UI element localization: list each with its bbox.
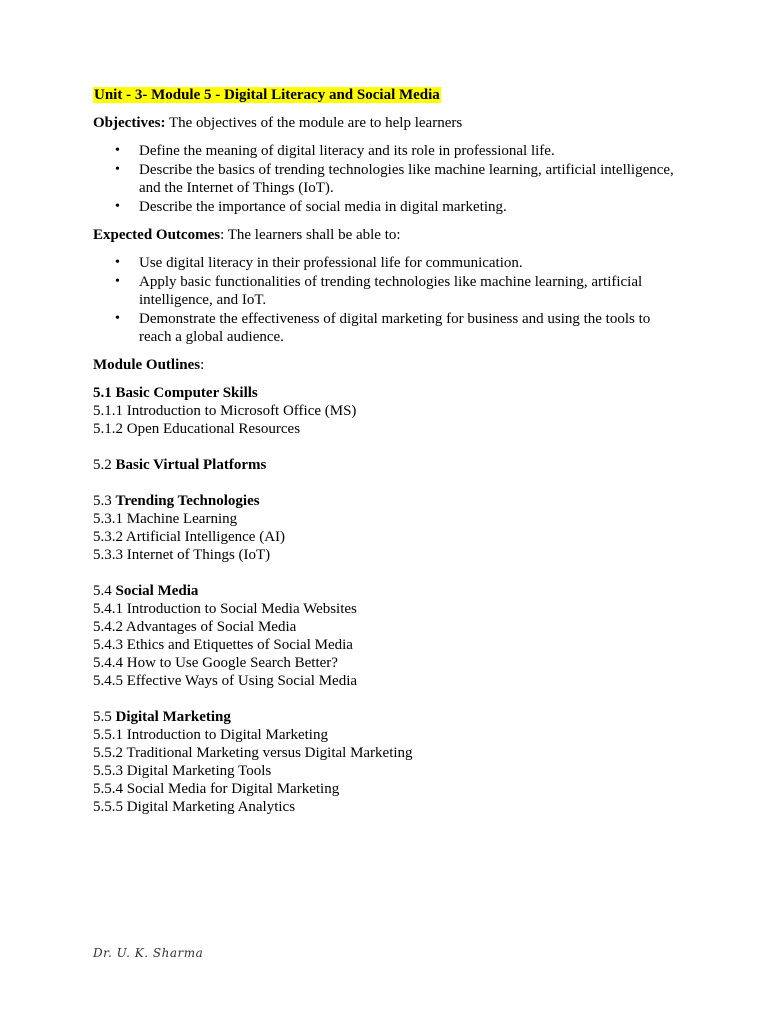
outlines-suffix: : [200, 357, 205, 373]
section-5-3 [93, 492, 683, 564]
outlines-label: Module Outlines [93, 357, 201, 373]
list-item-text: Describe the importance of social media in digital marketing. [139, 199, 507, 215]
outline-item: 5.4.4 How to Use Google Search Better? [93, 655, 338, 671]
section-title: Basic Virtual Platforms [115, 457, 267, 473]
section-5-2 [93, 456, 683, 474]
module-title-line [93, 86, 683, 105]
section-number: 5.1 [93, 385, 116, 401]
section-heading [93, 456, 683, 474]
list-item [93, 161, 683, 197]
list-item [93, 273, 683, 309]
bullet-icon: • [115, 311, 120, 326]
section-heading [93, 708, 683, 726]
bullet-icon: • [115, 274, 120, 289]
list-item-text: Describe the basics of trending technologies like machine learning, artificial intelligence, and the Internet of Things (IoT). [139, 162, 674, 196]
outline-item: 5.1.2 Open Educational Resources [93, 421, 301, 437]
objectives-intro [93, 114, 683, 132]
outline-item: 5.3.2 Artificial Intelligence (AI) [93, 529, 286, 545]
bullet-icon: • [115, 199, 120, 214]
list-item [93, 198, 683, 216]
outline-item: 5.4.1 Introduction to Social Media Websites [93, 601, 357, 617]
section-title: Social Media [115, 583, 199, 599]
list-item [93, 310, 683, 346]
outline-item: 5.4.2 Advantages of Social Media [93, 619, 297, 635]
list-item-text: Define the meaning of digital literacy and its role in professional life. [139, 143, 555, 159]
list-item [93, 142, 683, 160]
outline-item: 5.3.1 Machine Learning [93, 511, 238, 527]
list-item-text: Use digital literacy in their professional life for communication. [139, 255, 523, 271]
bullet-icon: • [115, 143, 120, 158]
section-5-1 [93, 384, 683, 438]
section-title: Trending Technologies [115, 493, 260, 509]
section-5-4 [93, 582, 683, 690]
section-title: Basic Computer Skills [115, 385, 258, 401]
section-number: 5.2 [93, 457, 116, 473]
author-signature: Dr. U. K. Sharma [93, 946, 204, 960]
outline-item: 5.5.5 Digital Marketing Analytics [93, 799, 296, 815]
objectives-label: Objectives: [93, 115, 166, 131]
list-item-text: Apply basic functionalities of trending technologies like machine learning, artificial intelligence, and IoT. [139, 274, 643, 308]
outline-item: 5.1.1 Introduction to Microsoft Office (MS) [93, 403, 357, 419]
section-number: 5.5 [93, 709, 116, 725]
outline-item: 5.5.3 Digital Marketing Tools [93, 763, 272, 779]
outcomes-label: Expected Outcomes [93, 227, 221, 243]
outline-item: 5.5.1 Introduction to Digital Marketing [93, 727, 328, 743]
section-heading [93, 492, 683, 510]
section-heading [93, 582, 683, 600]
document-body [93, 86, 683, 834]
outline-item: 5.4.3 Ethics and Etiquettes of Social Media [93, 637, 353, 653]
bullet-icon: • [115, 162, 120, 177]
section-number: 5.3 [93, 493, 116, 509]
list-item-text: Demonstrate the effectiveness of digital marketing for business and using the tools to reach a global audience. [139, 311, 651, 345]
section-title: Digital Marketing [115, 709, 231, 725]
section-heading [93, 384, 683, 402]
outcomes-list [93, 254, 683, 346]
objectives-list [93, 142, 683, 216]
bullet-icon: • [115, 255, 120, 270]
outlines-heading [93, 356, 683, 374]
outline-item: 5.4.5 Effective Ways of Using Social Media [93, 673, 358, 689]
outline-item: 5.3.3 Internet of Things (IoT) [93, 547, 271, 563]
objectives-text: The objectives of the module are to help learners [165, 115, 463, 131]
outline-item: 5.5.4 Social Media for Digital Marketing [93, 781, 340, 797]
outcomes-intro [93, 226, 683, 244]
outline-item: 5.5.2 Traditional Marketing versus Digital Marketing [93, 745, 413, 761]
list-item [93, 254, 683, 272]
section-5-5 [93, 708, 683, 816]
section-number: 5.4 [93, 583, 116, 599]
outcomes-text: : The learners shall be able to: [220, 227, 401, 243]
module-title: Unit - 3- Module 5 - Digital Literacy and Social Media [94, 87, 440, 103]
